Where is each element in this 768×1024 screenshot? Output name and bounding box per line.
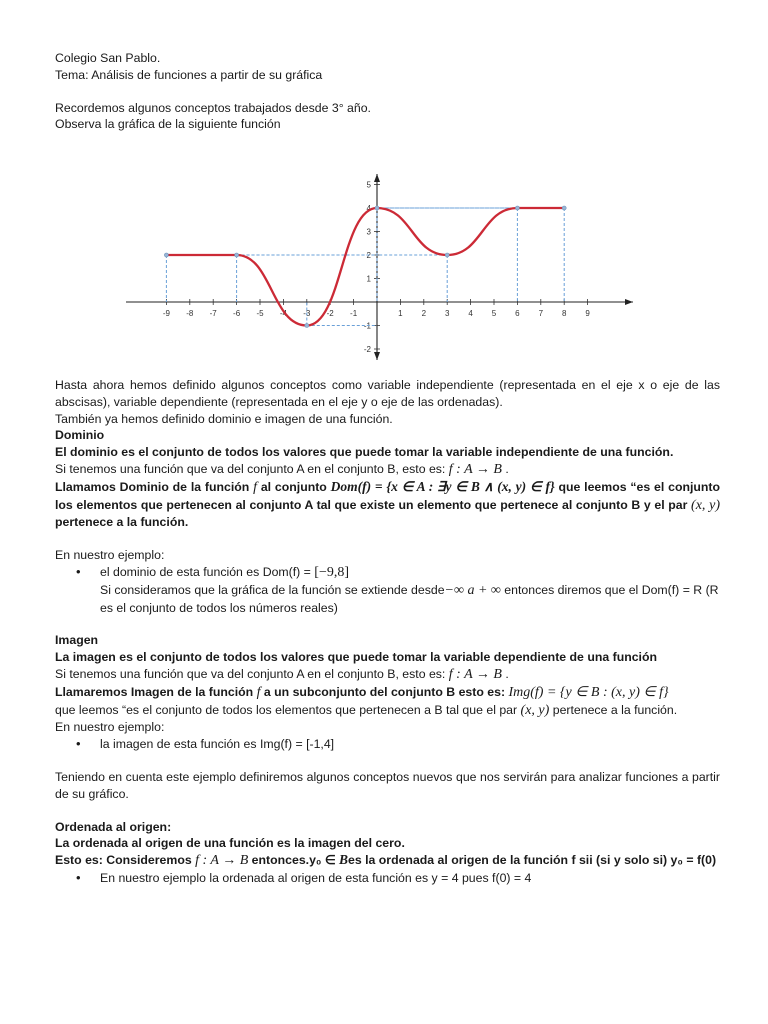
dominio-set-definition: Llamamos Dominio de la función f al conjunto Dom(f) = {x ∈ A : ∃y ∈ B ∧ (x, y) ∈ f} que leemos “es el conjunto los elementos que pertenecen al conjunto A tal que existe un elemento que pertenece al conjunto B y el par (x, y) pertenece a la función.: [55, 478, 721, 530]
y-tick-label: 5: [366, 180, 371, 190]
ordenada-esto-es: Esto es: Consideremos f : A → B entonces.y₀ ∈ Bes la ordenada al origen de la función f sii (si y solo si) y₀ = f(0): [55, 852, 717, 869]
x-tick-label: -8: [186, 309, 194, 318]
x-tick-label: 5: [491, 309, 497, 318]
y-tick-label: -1: [363, 321, 371, 331]
ordenada-definition: La ordenada al origen de una función es la imagen del cero.: [55, 836, 405, 851]
function-notation: f : A → B: [448, 461, 502, 477]
example-label-1: En nuestro ejemplo:: [55, 548, 165, 563]
paragraph-dominio-imagen: También ya hemos definido dominio e imagen de una función.: [55, 411, 393, 426]
example-label-2: En nuestro ejemplo:: [55, 720, 165, 735]
data-point: [445, 253, 449, 257]
x-tick-label: 4: [468, 309, 473, 318]
data-point: [305, 324, 309, 328]
x-tick-label: 9: [585, 309, 590, 318]
document-page: [55, 50, 720, 133]
y-axis-arrow: [374, 174, 380, 182]
x-tick-label: 7: [538, 309, 544, 318]
x-tick-label: -5: [256, 309, 264, 318]
x-tick-label: -3: [303, 309, 311, 318]
img-set-formula: Img(f) = {y ∈ B : (x, y) ∈ f}: [508, 684, 669, 700]
y-tick-label: 3: [366, 227, 371, 237]
school-name: Colegio San Pablo.: [55, 51, 161, 65]
paragraph-nuevos-conceptos: Teniendo en cuenta este ejemplo definiremos algunos conceptos nuevos que nos servirán para analizar funciones a partir de su gráfico.: [55, 769, 720, 801]
document-body: [55, 377, 720, 887]
heading-imagen: Imagen: [55, 633, 99, 648]
x-tick-label: -6: [233, 309, 241, 318]
y-axis-arrow-down: [374, 352, 380, 360]
bullet-dominio-extension: Si consideramos que la gráfica de la función se extiende desde−∞ a + ∞ entonces diremos que el Dom(f) = R (R es el conjunto de todos los números reales): [100, 582, 719, 615]
intro-line-2: Observa la gráfica de la siguiente función: [55, 117, 281, 132]
dominio-definition: El dominio es el conjunto de todos los valores que puede tomar la variable independiente de una función.: [55, 445, 674, 460]
imagen-set-definition: Llamaremos Imagen de la función f a un subconjunto del conjunto B esto es: Img(f) = {y ∈ B : (x, y) ∈ f}: [55, 684, 669, 700]
y-tick-label: 4: [366, 204, 371, 213]
x-axis-arrow: [625, 299, 633, 305]
x-tick-label: -2: [326, 309, 334, 318]
function-curve: [166, 208, 564, 326]
bullet-dominio: • el dominio de esta función es Dom(f) = [−9,8]: [55, 564, 720, 582]
function-graph-svg: [118, 170, 648, 365]
y-tick-label: 1: [366, 274, 371, 284]
x-tick-label: 2: [421, 309, 427, 318]
intro-line-1: Recordemos algunos conceptos trabajados desde 3° año.: [55, 100, 371, 115]
x-tick-label: -7: [209, 309, 217, 318]
heading-dominio: Dominio: [55, 428, 105, 443]
heading-ordenada: Ordenada al origen:: [55, 819, 172, 834]
x-tick-label: 6: [515, 309, 520, 318]
x-tick-label: 3: [444, 309, 450, 318]
dom-set-formula: Dom(f) = {x ∈ A : ∃y ∈ B ∧ (x, y) ∈ f}: [330, 478, 555, 494]
x-tick-label: -4: [279, 309, 287, 318]
y-tick-label: 2: [366, 251, 371, 260]
imagen-definition: La imagen es el conjunto de todos los valores que puede tomar la variable dependiente de una función: [55, 650, 657, 665]
bullet-imagen: • la imagen de esta función es Img(f) = [-1,4]: [55, 736, 720, 753]
dominio-function-line: Si tenemos una función que va del conjunto A en el conjunto B, esto es: f : A → B .: [55, 461, 509, 477]
data-point: [235, 253, 239, 257]
x-tick-label: 8: [561, 309, 567, 318]
data-point: [562, 206, 566, 210]
data-point: [164, 253, 168, 257]
imagen-function-line: Si tenemos una función que va del conjunto A en el conjunto B, esto es: f : A → B .: [55, 666, 509, 682]
data-point: [515, 206, 519, 210]
paragraph-variables: Hasta ahora hemos definido algunos conceptos como variable independiente (representada en el eje x o eje de las abscisas), variable dependiente (representada en el eje y o eje de las ordenadas).: [55, 378, 720, 409]
data-point: [375, 206, 379, 210]
x-tick-label: 1: [398, 309, 403, 318]
x-tick-label: -1: [350, 309, 358, 318]
bullet-ordenada: • En nuestro ejemplo la ordenada al origen de esta función es y = 4 pues f(0) = 4: [55, 870, 720, 887]
y-tick-label: -2: [363, 345, 371, 354]
x-tick-label: -9: [162, 309, 170, 318]
imagen-leemos: que leemos “es el conjunto de todos los elementos que pertenecen a B tal que el par (x, y) pertenece a la función.: [55, 702, 678, 718]
function-graph: [118, 170, 648, 365]
topic-title: Tema: Análisis de funciones a partir de su gráfica: [55, 67, 323, 82]
